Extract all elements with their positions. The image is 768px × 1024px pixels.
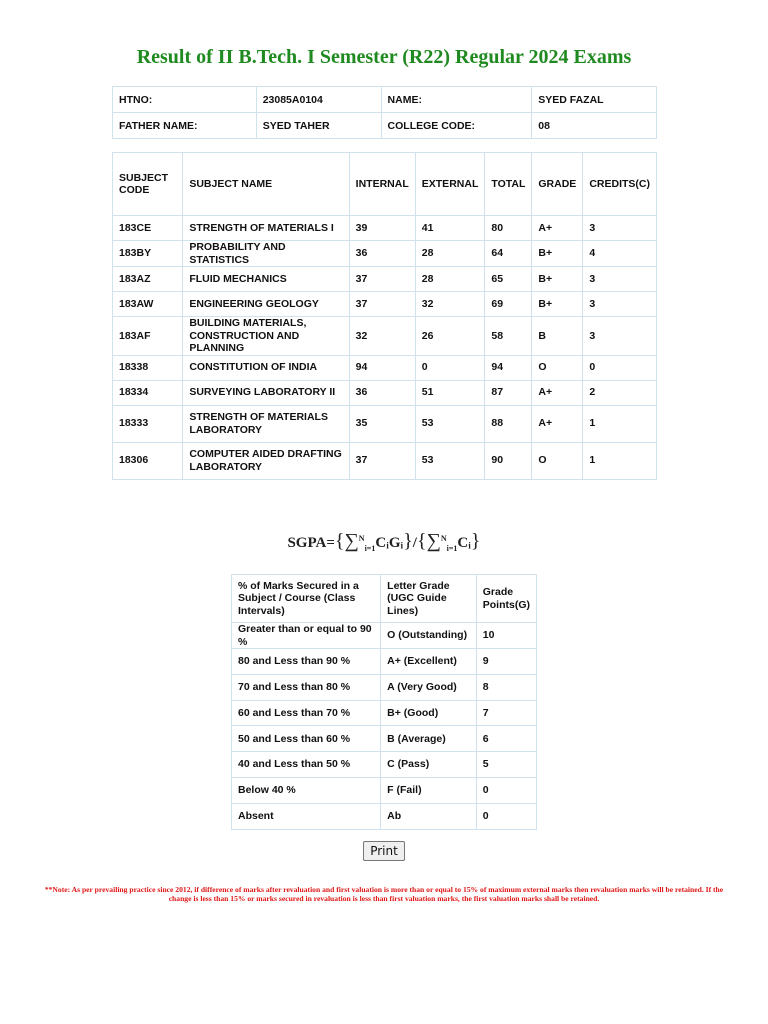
grade: O	[532, 442, 583, 479]
print-button[interactable]: Print	[363, 841, 405, 861]
letter-grade: Ab	[381, 803, 477, 829]
credits: 3	[583, 292, 657, 317]
external-marks: 41	[415, 216, 485, 241]
internal-marks: 36	[349, 380, 415, 405]
subject-code: 18306	[113, 442, 183, 479]
grade-points: 7	[476, 700, 536, 726]
letter-grade: B (Average)	[381, 726, 477, 752]
header-external: EXTERNAL	[415, 153, 485, 216]
table-row	[113, 355, 657, 380]
table-row	[113, 405, 657, 442]
subject-name: BUILDING MATERIALS, CONSTRUCTION AND PLANNING	[183, 317, 349, 356]
header-grade-points: Grade Points(G)	[476, 575, 536, 623]
subject-name: FLUID MECHANICS	[183, 267, 349, 292]
credits: 0	[583, 355, 657, 380]
grade-points: 0	[476, 777, 536, 803]
page-title: Result of II B.Tech. I Semester (R22) Regular 2024 Exams	[136, 46, 632, 68]
credits: 2	[583, 380, 657, 405]
total-marks: 87	[485, 380, 532, 405]
header-internal: INTERNAL	[349, 153, 415, 216]
sum-lower-limit: i=1	[364, 544, 376, 553]
subject-name: STRENGTH OF MATERIALS LABORATORY	[183, 405, 349, 442]
internal-marks: 36	[349, 241, 415, 267]
subject-name: CONSTITUTION OF INDIA	[183, 355, 349, 380]
divider: /	[412, 535, 417, 551]
total-marks: 69	[485, 292, 532, 317]
marks-range: Greater than or equal to 90 %	[232, 623, 381, 649]
grade: O	[532, 355, 583, 380]
subject-name: COMPUTER AIDED DRAFTING LABORATORY	[183, 442, 349, 479]
table-row	[113, 292, 657, 317]
subject-name: PROBABILITY AND STATISTICS	[183, 241, 349, 267]
header-total: TOTAL	[485, 153, 532, 216]
grade-points: 8	[476, 674, 536, 700]
table-row	[232, 752, 537, 778]
marks-range: 50 and Less than 60 %	[232, 726, 381, 752]
marks-range: 60 and Less than 70 %	[232, 700, 381, 726]
numerator-term: CᵢGᵢ	[375, 535, 404, 551]
external-marks: 32	[415, 292, 485, 317]
table-row	[113, 241, 657, 267]
letter-grade: O (Outstanding)	[381, 623, 477, 649]
external-marks: 28	[415, 267, 485, 292]
total-marks: 64	[485, 241, 532, 267]
close-brace: }	[403, 530, 413, 552]
marks-range: Absent	[232, 803, 381, 829]
table-row	[113, 442, 657, 479]
grade-points: 9	[476, 649, 536, 675]
letter-grade: A (Very Good)	[381, 674, 477, 700]
credits: 3	[583, 216, 657, 241]
sum-lower-limit: i=1	[446, 544, 458, 553]
table-row	[232, 803, 537, 829]
external-marks: 0	[415, 355, 485, 380]
open-brace: {	[416, 530, 427, 552]
table-row	[113, 216, 657, 241]
grade-points: 10	[476, 623, 536, 649]
grade: B+	[532, 241, 583, 267]
grade: B	[532, 317, 583, 356]
header-letter-grade: Letter Grade (UGC Guide Lines)	[381, 575, 477, 623]
table-row	[232, 726, 537, 752]
subject-code: 183AW	[113, 292, 183, 317]
sum-upper-limit: N	[358, 534, 365, 543]
internal-marks: 35	[349, 405, 415, 442]
external-marks: 26	[415, 317, 485, 356]
marks-range: 70 and Less than 80 %	[232, 674, 381, 700]
total-marks: 58	[485, 317, 532, 356]
table-row	[232, 674, 537, 700]
close-brace: }	[470, 530, 481, 552]
credits: 1	[583, 405, 657, 442]
htno-label: HTNO:	[113, 87, 257, 113]
subject-name: ENGINEERING GEOLOGY	[183, 292, 349, 317]
grade: B+	[532, 267, 583, 292]
total-marks: 65	[485, 267, 532, 292]
info-row	[113, 87, 657, 113]
grade-scale-table	[231, 574, 537, 830]
sgpa-formula	[0, 530, 768, 553]
table-row	[232, 649, 537, 675]
credits: 3	[583, 317, 657, 356]
subject-code: 183AZ	[113, 267, 183, 292]
total-marks: 94	[485, 355, 532, 380]
open-brace: {	[334, 530, 345, 552]
table-row	[232, 700, 537, 726]
student-info-table	[112, 86, 657, 139]
marks-range: 80 and Less than 90 %	[232, 649, 381, 675]
marks-range: 40 and Less than 50 %	[232, 752, 381, 778]
internal-marks: 37	[349, 442, 415, 479]
marks-range: Below 40 %	[232, 777, 381, 803]
sgpa-lhs: SGPA=	[287, 535, 335, 551]
header-credits: CREDITS(C)	[583, 153, 657, 216]
subject-code: 18338	[113, 355, 183, 380]
sum-upper-limit: N	[440, 534, 447, 543]
letter-grade: F (Fail)	[381, 777, 477, 803]
internal-marks: 37	[349, 267, 415, 292]
external-marks: 53	[415, 442, 485, 479]
internal-marks: 39	[349, 216, 415, 241]
denominator-term: Cᵢ	[457, 535, 471, 551]
subject-code: 183BY	[113, 241, 183, 267]
table-row	[113, 317, 657, 356]
internal-marks: 32	[349, 317, 415, 356]
external-marks: 28	[415, 241, 485, 267]
grade: A+	[532, 405, 583, 442]
total-marks: 90	[485, 442, 532, 479]
credits: 1	[583, 442, 657, 479]
header-subject-code: SUBJECT CODE	[113, 153, 183, 216]
sigma-symbol: ∑	[426, 530, 441, 552]
grade-points: 6	[476, 726, 536, 752]
internal-marks: 94	[349, 355, 415, 380]
father-name-value: SYED TAHER	[256, 113, 381, 139]
subject-code: 18333	[113, 405, 183, 442]
total-marks: 88	[485, 405, 532, 442]
htno-value: 23085A0104	[256, 87, 381, 113]
marks-table	[112, 152, 657, 480]
grade: A+	[532, 216, 583, 241]
external-marks: 51	[415, 380, 485, 405]
college-code-value: 08	[532, 113, 657, 139]
letter-grade: C (Pass)	[381, 752, 477, 778]
credits: 4	[583, 241, 657, 267]
credits: 3	[583, 267, 657, 292]
father-name-label: FATHER NAME:	[113, 113, 257, 139]
marks-header-row	[113, 153, 657, 216]
external-marks: 53	[415, 405, 485, 442]
subject-code: 18334	[113, 380, 183, 405]
subject-name: SURVEYING LABORATORY II	[183, 380, 349, 405]
college-code-label: COLLEGE CODE:	[381, 113, 532, 139]
letter-grade: A+ (Excellent)	[381, 649, 477, 675]
total-marks: 80	[485, 216, 532, 241]
table-row	[113, 380, 657, 405]
info-row	[113, 113, 657, 139]
revaluation-note: **Note: As per prevailing practice since 2012, if difference of marks after revaluation and first valuation is more than or equal to 15% of maximum external marks then revaluation marks will be retained. If the change is less than 15% or marks secured in revaluation is less than first valuation marks, the first valuation marks shall be retained.	[44, 885, 724, 903]
table-row	[232, 777, 537, 803]
header-grade: GRADE	[532, 153, 583, 216]
internal-marks: 37	[349, 292, 415, 317]
subject-code: 183CE	[113, 216, 183, 241]
grade-points: 5	[476, 752, 536, 778]
grade-points: 0	[476, 803, 536, 829]
grade-header-row	[232, 575, 537, 623]
subject-name: STRENGTH OF MATERIALS I	[183, 216, 349, 241]
sigma-symbol: ∑	[344, 530, 359, 552]
table-row	[232, 623, 537, 649]
header-subject-name: SUBJECT NAME	[183, 153, 349, 216]
grade: B+	[532, 292, 583, 317]
grade: A+	[532, 380, 583, 405]
header-marks-range: % of Marks Secured in a Subject / Course (Class Intervals)	[232, 575, 381, 623]
table-row	[113, 267, 657, 292]
subject-code: 183AF	[113, 317, 183, 356]
name-value: SYED FAZAL	[532, 87, 657, 113]
letter-grade: B+ (Good)	[381, 700, 477, 726]
name-label: NAME:	[381, 87, 532, 113]
